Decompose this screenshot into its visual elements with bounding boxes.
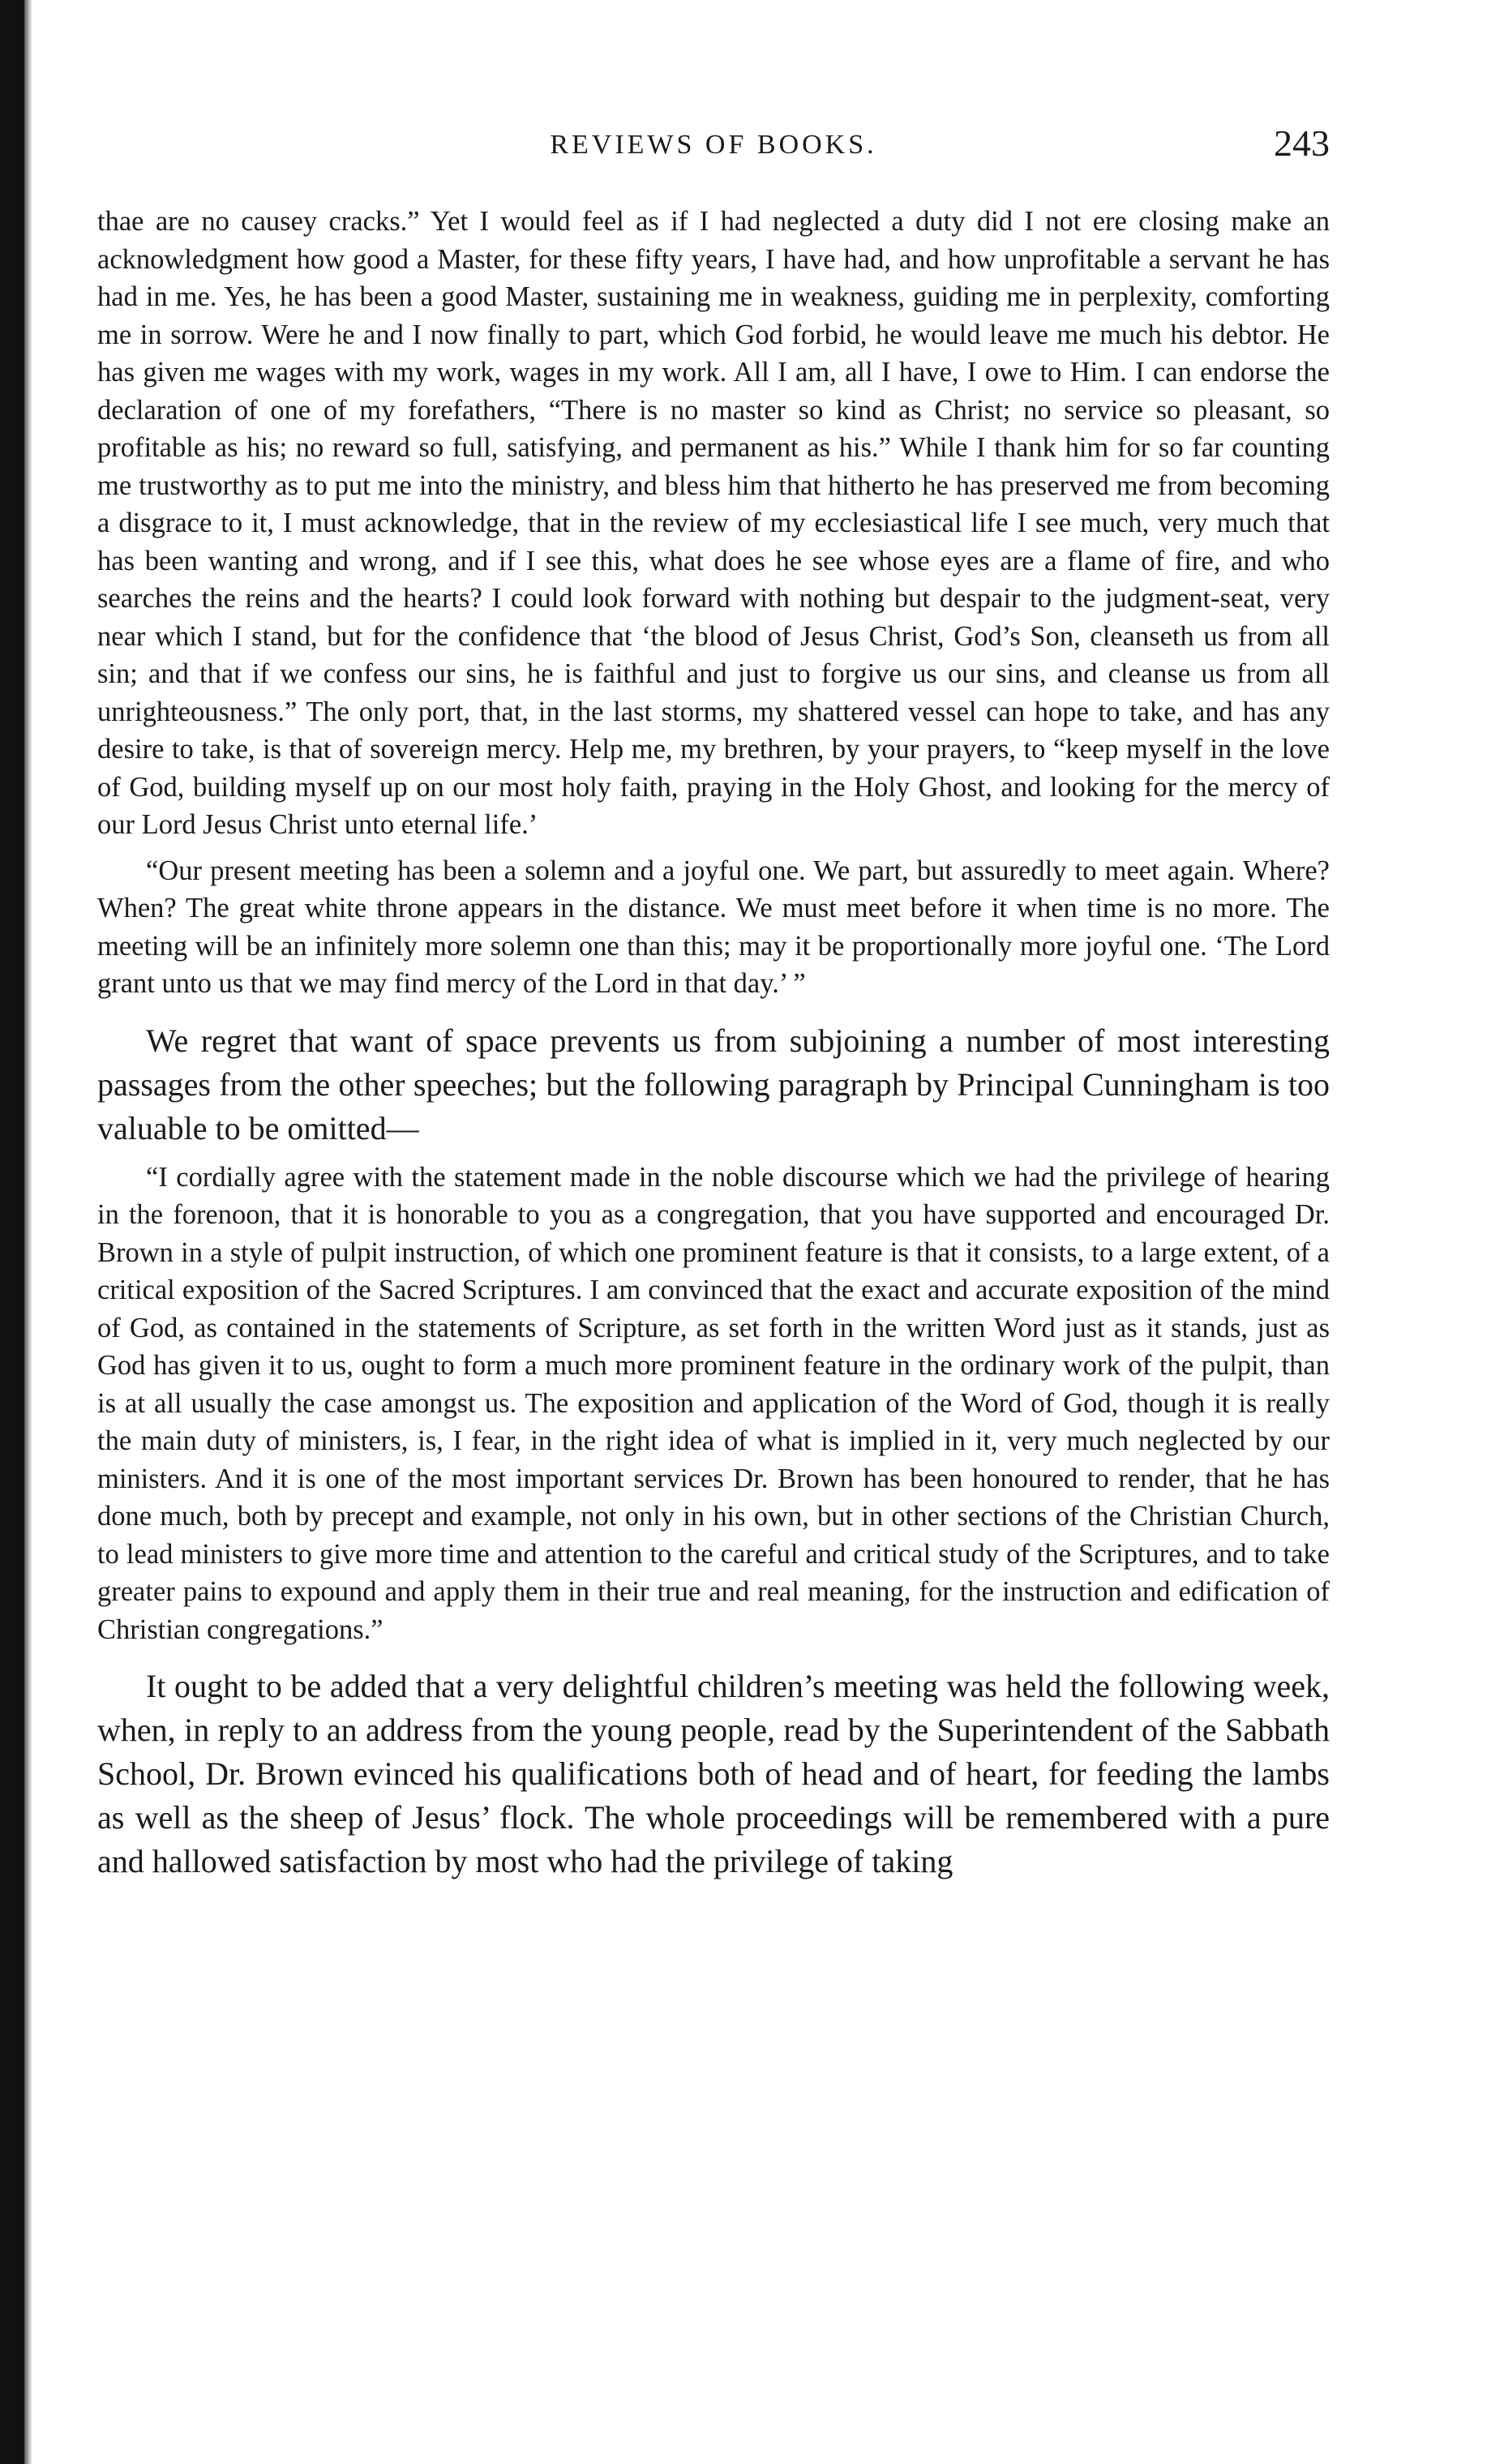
quote-dr-brown-address: thae are no causey cracks.” Yet I would feel as if I had neglected a duty did I not ere closing make an acknowledgment how good a Master, for these fifty years, I have had, and how unprofitable a servant he has had in me. Yes, he has been a good Master, sustaining me in weakness, guiding me in perplexity, comforting me in sorrow. Were he and I now finally to part, which God forbid, he would leave me much his debtor. He has given me wages with my work, wages in my work. All I am, all I have, I owe to Him. I can endorse the declaration of one of my forefathers, “There is no master so kind as Christ; no service so pleasant, so profitable as his; no reward so full, satisfying, and permanent as his.” While I thank him for so far counting me trustworthy as to put me into the ministry, and bless him that hitherto he has preserved me from becoming a disgrace to it, I must acknowledge, that in the review of my ecclesiastical life I see much, very much that has been wanting and wrong, and if I see this, what does he see whose eyes are a flame of fire, and who searches the reins and the hearts? I could look forward with nothing but despair to the judgment-seat, very near which I stand, but for the confidence that ‘the blood of Jesus Christ, God’s Son, cleanseth us from all sin; and that if we confess our sins, he is faithful and just to forgive us our sins, and cleanse us from all unrighteousness.” The only port, that, in the last storms, my shattered vessel can hope to take, and has any desire to take, is that of sovereign mercy. Help me, my brethren, by your prayers, to “keep myself in the love of God, building myself up on our most holy faith, praying in the Holy Ghost, and looking for the mercy of our Lord Jesus Christ unto eternal life.’ <box>97 206 1330 840</box>
paragraph-childrens-meeting: It ought to be added that a very delightful children’s meeting was held the following week, when, in reply to an address from the young people, read by the Superintendent of the Sabbath School, Dr. Brown evinced his qualifications both of head and of heart, for feeding the lambs as well as the sheep of Jesus’ flock. The whole proceedings will be remembered with a pure and hallowed satisfaction by most who had the privilege of taking <box>97 1668 1330 1879</box>
paragraph-regret-space: We regret that want of space prevents us from subjoining a number of most interesting passages from the other speeches; but the following paragraph by Principal Cunningham is too valuable to be omitted— <box>97 1022 1330 1146</box>
quote-dr-brown-closing: “Our present meeting has been a solemn and a joyful one. We part, but assuredly to meet again. Where? When? The great white throne appears in the distance. We must meet before it when time is no more. The meeting will be an infinitely more solemn one than this; may it be proportionally more joyful one. ‘The Lord grant unto us that we may find mercy of the Lord in that day.’ ” <box>97 855 1330 999</box>
running-head: REVIEWS OF BOOKS. <box>550 130 877 160</box>
binding-shadow <box>24 0 32 2464</box>
quote-principal-cunningham: “I cordially agree with the statement made in the noble discourse which we had the privilege of hearing in the forenoon, that it is honorable to you as a congregation, that you have supported and encouraged Dr. Brown in a style of pulpit instruction, of which one prominent feature is that it consists, to a large extent, of a critical exposition of the Sacred Scriptures. I am convinced that the exact and accurate exposition of the mind of God, as contained in the statements of Scripture, as set forth in the written Word just as it stands, just as God has given it to us, ought to form a much more prominent feature in the ordinary work of the pulpit, than is at all usually the case amongst us. The exposition and application of the Word of God, though it is really the main duty of ministers, is, I fear, in the right idea of what is implied in it, very much neglected by our ministers. And it is one of the most important services Dr. Brown has been honoured to render, that he has done much, both by precept and example, not only in his own, but in other sections of the Christian Church, to lead ministers to give more time and attention to the careful and critical study of the Scriptures, and to take greater pains to expound and apply them in their true and real meaning, for the instruction and edification of Christian congregations.” <box>97 1161 1330 1645</box>
page-body <box>97 203 1330 1883</box>
page-header <box>97 122 1330 170</box>
page-number: 243 <box>1274 122 1330 164</box>
book-binding-edge <box>0 0 24 2464</box>
